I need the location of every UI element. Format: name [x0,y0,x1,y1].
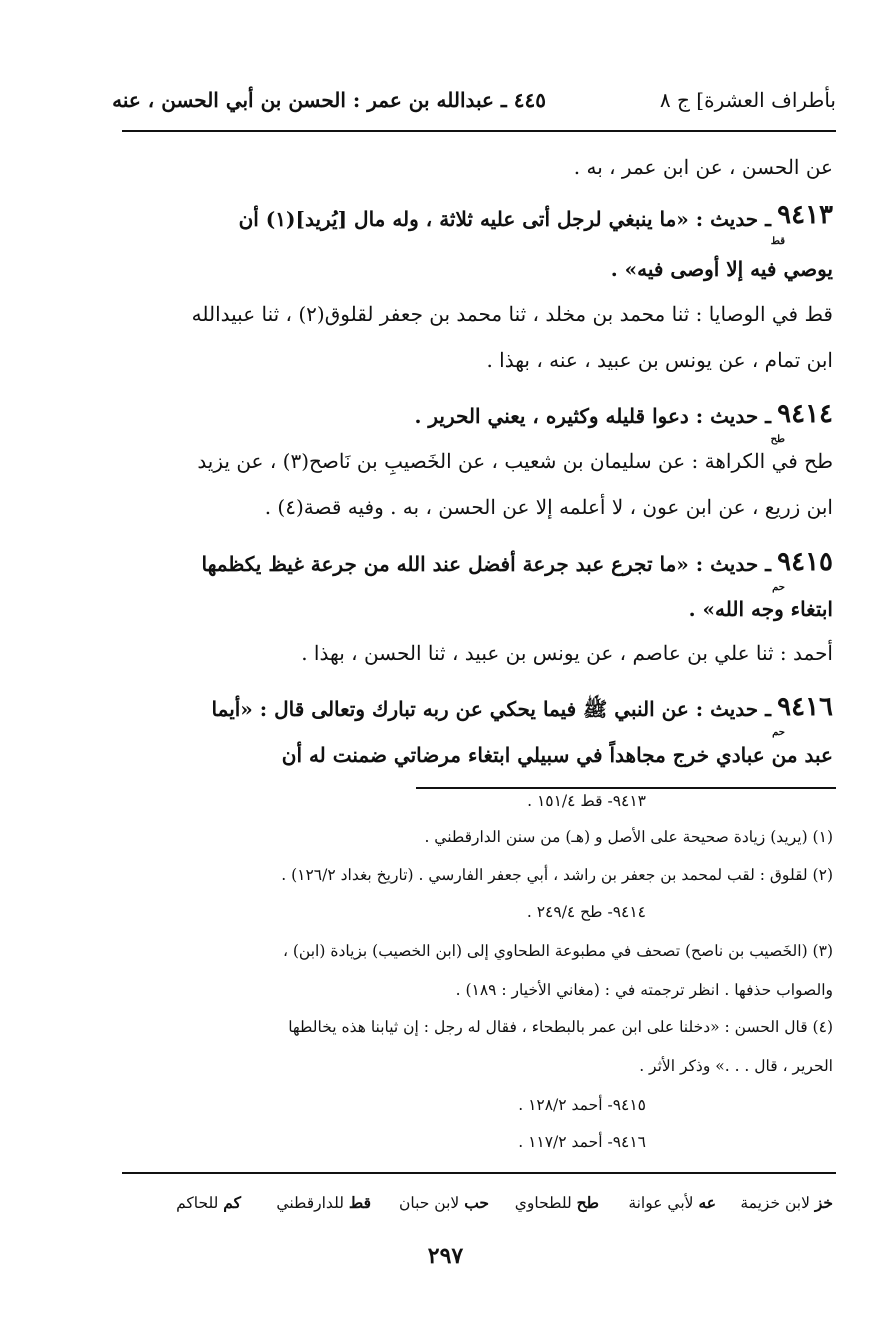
hadith-text-9414-line1: ـ حديث : دعوا قليله وكثيره ، يعني الحرير . [414,404,771,428]
footnote-ref-9416: ٩٤١٦- أحمد ١١٧/٢ . [518,1133,646,1151]
source-sigla-9413: قط [770,236,785,247]
hadith-text-9416-line2: عبد من عبادي خرج مجاهداً في سبيلي ابتغاء مرضاتي ضمنت له أن [281,743,833,767]
abbrev-tahawi: طح للطحاوي [514,1193,599,1212]
hadith-text-9413-line2: يوصي فيه إلا أوصى فيه» . [610,257,833,281]
header-book-title: بأطراف العشرة] ج ٨ [659,88,836,112]
abbrev-ibn-hibban: حب لابن حبان [399,1193,489,1212]
abbreviations-rule [122,1172,836,1174]
source-sigla-9415: حم [772,582,785,593]
hadith-source-9413-line2: ابن تمام ، عن يونس بن عبيد ، عنه ، بهذا . [486,348,833,372]
page-number: ٢٩٧ [427,1243,464,1269]
hadith-source-9414-line1: طح في الكراهة : عن سليمان بن شعيب ، عن الخَصيبِ بن نَاصح(٣) ، عن يزيد [197,449,833,473]
hadith-number-9415: ٩٤١٥ [777,547,833,577]
hadith-text-9415-line2: ابتغاء وجه الله» . [688,597,833,621]
hadith-source-9414-line2: ابن زريع ، عن ابن عون ، لا أعلمه إلا عن الحسن ، به . وفيه قصة(٤) . [264,495,833,519]
hadith-number-9416: ٩٤١٦ [777,692,833,722]
header-rule [122,130,836,132]
abbrev-daraqutni: قط للدارقطني [276,1193,371,1212]
hadith-text-9415-line1: ـ حديث : «ما تجرع عبد جرعة أفضل عند الله من جرعة غيظ يكظمها [201,552,771,576]
hadith-text-9413-line1: ـ حديث : «ما ينبغي لرجل أتى عليه ثلاثة ، وله مال [يُريد](١) أن [238,207,771,231]
footnote-4-line2: الحرير ، قال . . .» وذكر الأثر . [639,1057,833,1075]
hadith-source-9413-line1: قط في الوصايا : ثنا محمد بن مخلد ، ثنا محمد بن جعفر لقلوق(٢) ، ثنا عبيدالله [191,302,833,326]
footnote-2: (٢) لقلوق : لقب لمحمد بن جعفر بن راشد ، أبي جعفر الفارسي . (تاريخ بغداد ١٢٦/٢) . [281,866,833,884]
footnote-ref-9414: ٩٤١٤- طح ٢٤٩/٤ . [526,903,646,921]
hadith-source-9415-line1: أحمد : ثنا علي بن عاصم ، عن يونس بن عبيد ، ثنا الحسن ، بهذا . [301,641,833,665]
header-chapter-title: ٤٤٥ ـ عبدالله بن عمر : الحسن بن أبي الحسن ، عنه [112,88,546,112]
hadith-text-9416-line1: ـ حديث : عن النبي ﷺ فيما يحكي عن ربه تبارك وتعالى قال : «أيما [211,697,771,721]
footnote-rule [416,787,836,789]
abbrev-abu-awanah: عه لأبي عوانة [628,1193,716,1212]
source-sigla-9414: طح [770,434,785,445]
footnote-ref-9413: ٩٤١٣- قط ١٥١/٤ . [527,792,646,810]
footnote-3-line1: (٣) (الخَصيب بن ناصح) تصحف في مطبوعة الطحاوي إلى (ابن الخصيب) بزيادة (ابن) ، [282,942,833,960]
source-sigla-9416: حم [772,727,785,738]
abbrev-hakim: كم للحاكم [176,1193,241,1212]
hadith-number-9413: ٩٤١٣ [777,200,833,230]
footnote-4-line1: (٤) قال الحسن : «دخلنا على ابن عمر بالبطحاء ، فقال له رجل : إن ثيابنا هذه يخالطها [288,1018,833,1036]
footnote-1: (١) (يريد) زيادة صحيحة على الأصل و (هـ) من سنن الدارقطني . [424,828,833,846]
footnote-3-line2: والصواب حذفها . انظر ترجمته في : (مغاني الأخيار : ١٨٩) . [455,981,833,999]
abbrev-ibn-khuzaymah: خز لابن خزيمة [740,1193,833,1212]
continuation-line: عن الحسن ، عن ابن عمر ، به . [573,155,833,179]
footnote-ref-9415: ٩٤١٥- أحمد ١٢٨/٢ . [518,1096,646,1114]
hadith-number-9414: ٩٤١٤ [777,399,833,429]
